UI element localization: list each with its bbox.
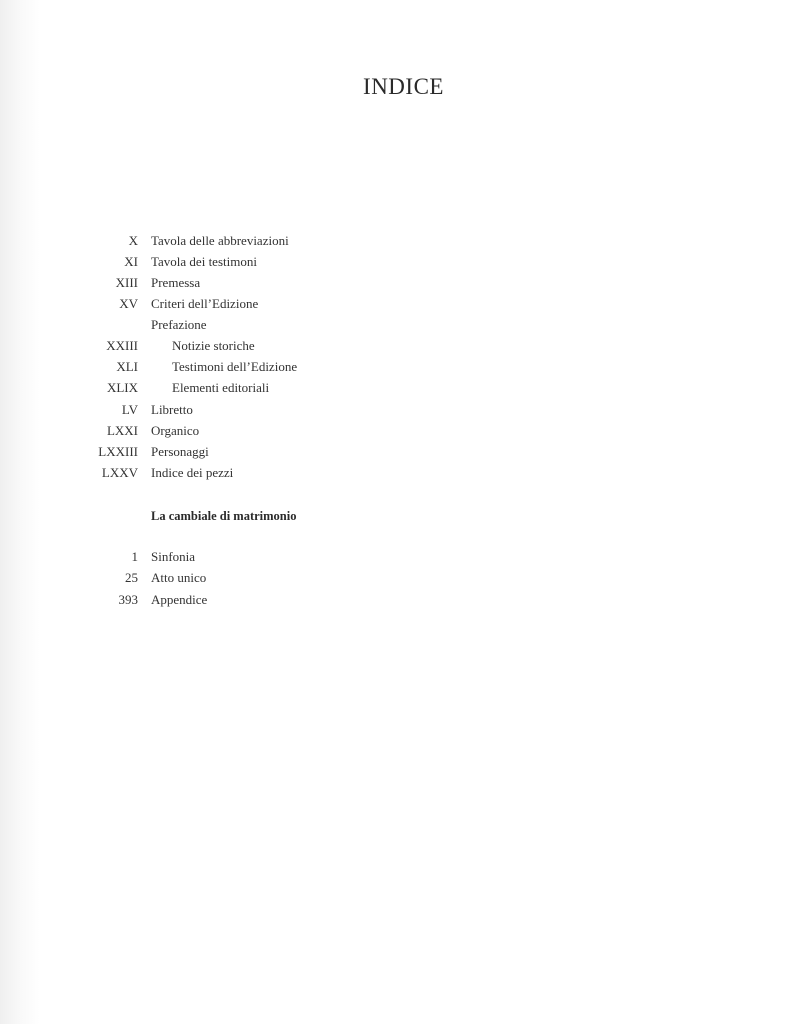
toc-entry (0, 335, 400, 356)
toc-entry-label: Personaggi (151, 444, 209, 459)
toc-page-number: XXIII (106, 338, 138, 353)
toc-entry-label: Appendice (151, 592, 208, 607)
page-title: INDICE (363, 74, 444, 99)
toc-page-number: 1 (131, 549, 138, 564)
toc-entry-label: Elementi editoriali (172, 380, 270, 395)
toc-page-number: XV (119, 296, 138, 311)
toc-entry-label: Prefazione (151, 317, 207, 332)
toc-entry (0, 567, 400, 588)
toc-entry-label: Libretto (151, 402, 193, 417)
toc-entry-label: Tavola dei testimoni (151, 254, 257, 269)
toc-page-number: XIII (115, 275, 138, 290)
toc-page-number: XI (124, 254, 138, 269)
toc-entry (0, 420, 400, 441)
toc-page-number: LXXI (106, 423, 138, 438)
toc-entry (0, 293, 400, 314)
toc-entry-label: Testimoni dell’Edizione (172, 359, 298, 374)
toc-entry (0, 546, 400, 567)
toc-entry (0, 462, 400, 483)
toc-entry (0, 399, 400, 420)
toc-entry (0, 230, 400, 251)
toc-page-number: LV (121, 402, 138, 417)
toc-entry (0, 314, 400, 335)
toc-entry-label: Notizie storiche (172, 338, 255, 353)
toc-entry (0, 356, 400, 377)
toc-entry (0, 377, 400, 398)
toc-page-number: X (128, 233, 138, 248)
toc-page-number: XLI (116, 359, 138, 374)
toc-entry-label: Premessa (151, 275, 201, 290)
toc-page-number: 393 (118, 592, 138, 607)
toc-entry-label: Organico (151, 423, 200, 438)
toc-entry-label: Criteri dell’Edizione (151, 296, 259, 311)
toc-entry (0, 272, 400, 293)
toc-entry-label: Tavola delle abbreviazioni (151, 233, 289, 248)
toc-page-number: XLIX (106, 380, 138, 395)
toc-entry (0, 441, 400, 462)
toc-entry (0, 251, 400, 272)
toc-page-number: LXXV (101, 465, 138, 480)
section-heading: La cambiale di matrimonio (151, 509, 297, 523)
toc-page-number: LXXIII (98, 444, 138, 459)
toc-entry-label: Sinfonia (151, 549, 196, 564)
toc-page-number: 25 (125, 570, 138, 585)
toc-entry-label: Atto unico (151, 570, 207, 585)
toc-entry (0, 589, 400, 610)
toc-entry-label: Indice dei pezzi (151, 465, 234, 480)
